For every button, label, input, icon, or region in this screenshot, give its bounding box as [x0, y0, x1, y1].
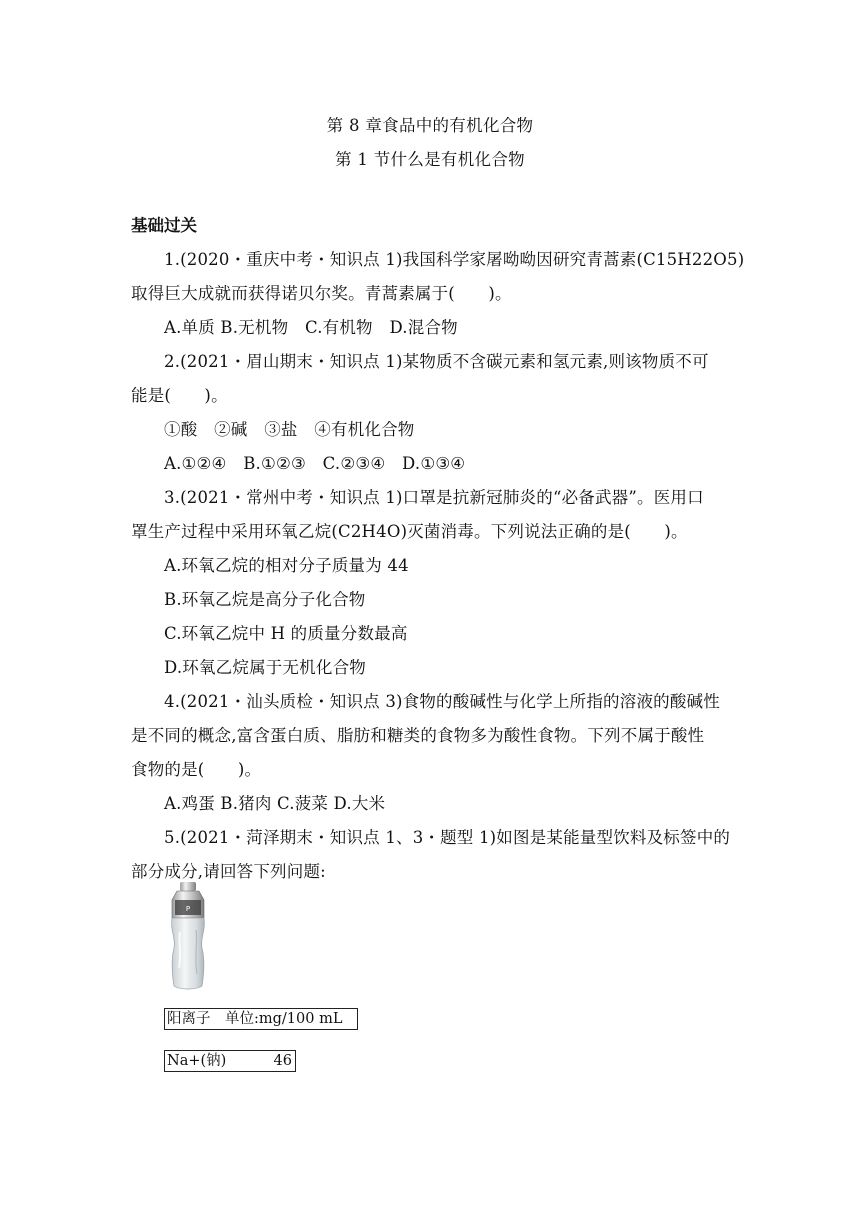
q3-option-c: C.环氧乙烷中 H 的质量分数最高 — [164, 624, 408, 643]
q3-stem-line2: 罩生产过程中采用环氧乙烷(C2H4O)灭菌消毒。下列说法正确的是( )。 — [131, 522, 688, 541]
svg-text:P: P — [185, 905, 191, 913]
q4-options: A.鸡蛋 B.猪肉 C.菠菜 D.大米 — [164, 794, 386, 813]
drink-bottle-image — [166, 882, 210, 990]
q2-stem-line1: 2.(2021・眉山期末・知识点 1)某物质不含碳元素和氢元素,则该物质不可 — [164, 352, 709, 371]
q1-options: A.单质 B.无机物 C.有机物 D.混合物 — [164, 318, 458, 337]
q2-options: A.①②④ B.①②③ C.②③④ D.①③④ — [164, 454, 466, 473]
q1-stem-line1: 1.(2020・重庆中考・知识点 1)我国科学家屠呦呦因研究青蒿素(C15H22O5) — [164, 250, 745, 269]
section-title: 第 1 节什么是有机化合物 — [335, 150, 525, 169]
chapter-title: 第 8 章食品中的有机化合物 — [326, 116, 534, 135]
q4-stem-line3: 食物的是( )。 — [131, 760, 262, 779]
q5-stem-line1: 5.(2021・菏泽期末・知识点 1、3・题型 1)如图是某能量型饮料及标签中的 — [164, 828, 731, 847]
q3-stem-line1: 3.(2021・常州中考・知识点 1)口罩是抗新冠肺炎的“必备武器”。医用口 — [164, 488, 704, 507]
label-table-header: 阳离子 单位:mg/100 mL — [164, 1008, 358, 1030]
section-heading: 基础过关 — [131, 216, 197, 235]
q3-option-d: D.环氧乙烷属于无机化合物 — [164, 658, 366, 677]
q5-stem-line2: 部分成分,请回答下列问题: — [131, 862, 326, 881]
label-table-row — [164, 1050, 296, 1072]
q4-stem-line2: 是不同的概念,富含蛋白质、脂肪和糖类的食物多为酸性食物。下列不属于酸性 — [131, 726, 705, 745]
q3-option-a: A.环氧乙烷的相对分子质量为 44 — [164, 556, 409, 575]
q2-items: ①酸 ②碱 ③盐 ④有机化合物 — [164, 420, 415, 439]
q1-stem-line2: 取得巨大成就而获得诺贝尔奖。青蒿素属于( )。 — [131, 284, 512, 303]
ion-value: 46 — [273, 1053, 292, 1069]
ion-name: Na+(钠) — [167, 1053, 227, 1069]
q3-option-b: B.环氧乙烷是高分子化合物 — [164, 590, 366, 609]
q2-stem-line2: 能是( )。 — [131, 386, 228, 405]
q4-stem-line1: 4.(2021・汕头质检・知识点 3)食物的酸碱性与化学上所指的溶液的酸碱性 — [164, 692, 720, 711]
